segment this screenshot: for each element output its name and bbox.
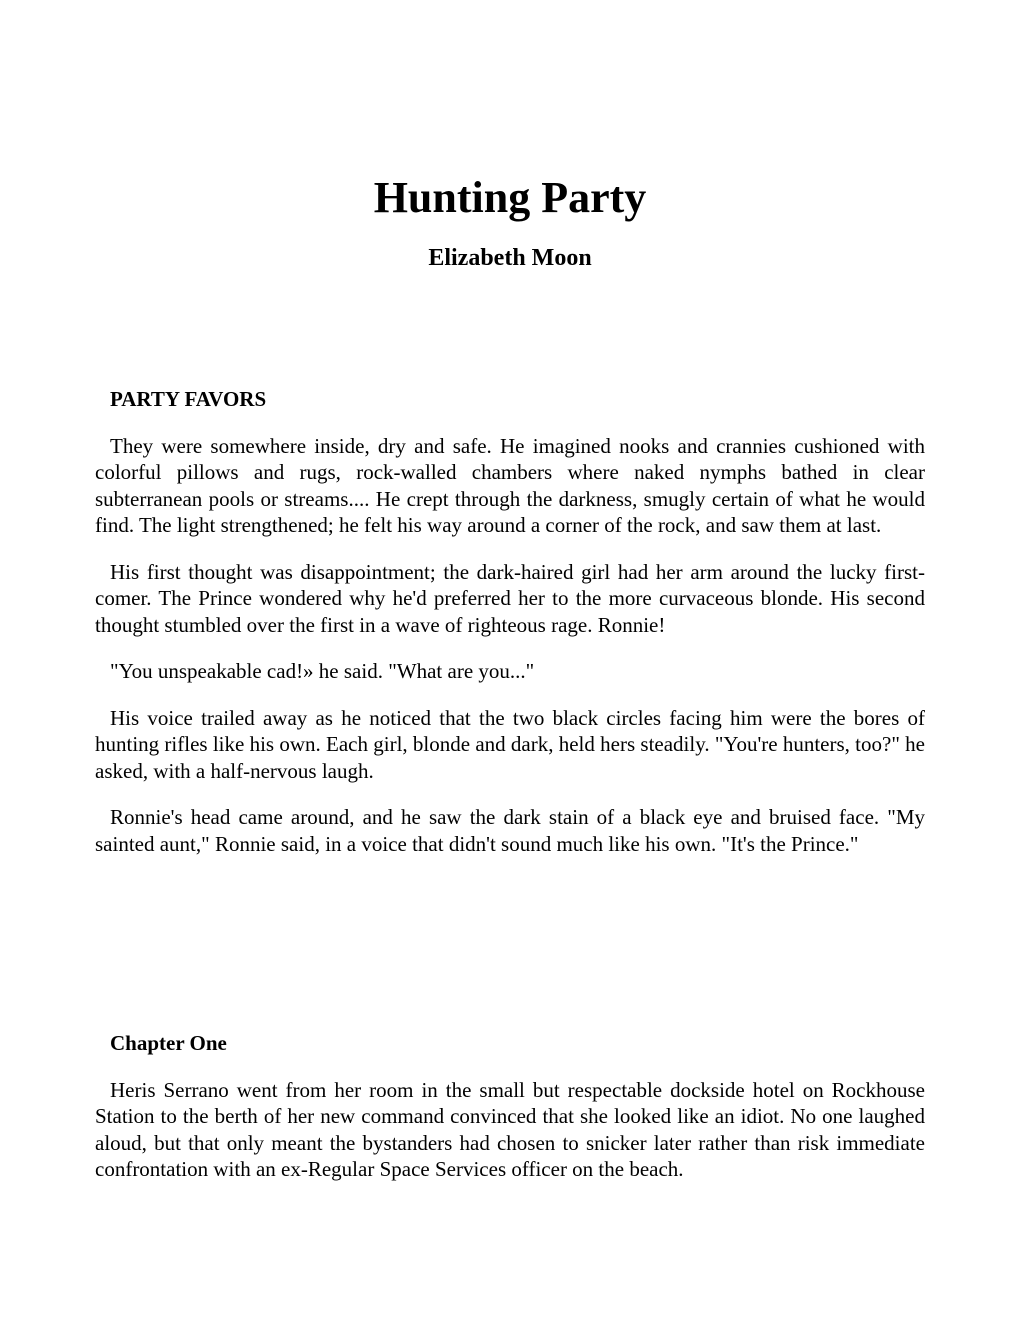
section-party-favors [95, 386, 925, 877]
paragraph: His voice trailed away as he noticed that the two black circles facing him were the bores of hunting rifles like his own. Each girl, blonde and dark, held hers steadily. "You're hunters, too?" he asked, with a half-nervous laugh. [95, 705, 925, 783]
paragraph: "You unspeakable cad!» he said. "What are you..." [110, 659, 535, 683]
book-title: Hunting Party [373, 173, 647, 222]
section-heading: Chapter One [110, 1031, 227, 1055]
section-chapter-one [95, 1030, 925, 1203]
paragraph: Ronnie's head came around, and he saw the dark stain of a black eye and bruised face. "My sainted aunt," Ronnie said, in a voice that didn't sound much like his own. "It's the Prince." [95, 805, 925, 856]
paragraph: Heris Serrano went from her room in the small but respectable dockside hotel on Rockhouse Station to the berth of her new command convinced that she looked like an idiot. No one laughed aloud, but that only meant the bystanders had chosen to snicker later rather than risk immediate confrontation with an ex-Regular Space Services officer on the beach. [95, 1077, 925, 1181]
paragraph: They were somewhere inside, dry and safe. He imagined nooks and crannies cushioned with colorful pillows and rugs, rock-walled chambers where naked nymphs bathed in clear subterranean pools or streams.... He crept through the darkness, smugly certain of what he would find. The light strengthened; he felt his way around a corner of the rock, and saw them at last. [95, 433, 925, 537]
paragraph: His first thought was disappointment; the dark-haired girl had her arm around the lucky first-comer. The Prince wondered why he'd preferred her to the more curvaceous blonde. His second thought stumbled over the first in a wave of righteous rage. Ronnie! [95, 559, 925, 637]
book-author: Elizabeth Moon [428, 245, 592, 271]
section-heading: PARTY FAVORS [110, 387, 267, 411]
